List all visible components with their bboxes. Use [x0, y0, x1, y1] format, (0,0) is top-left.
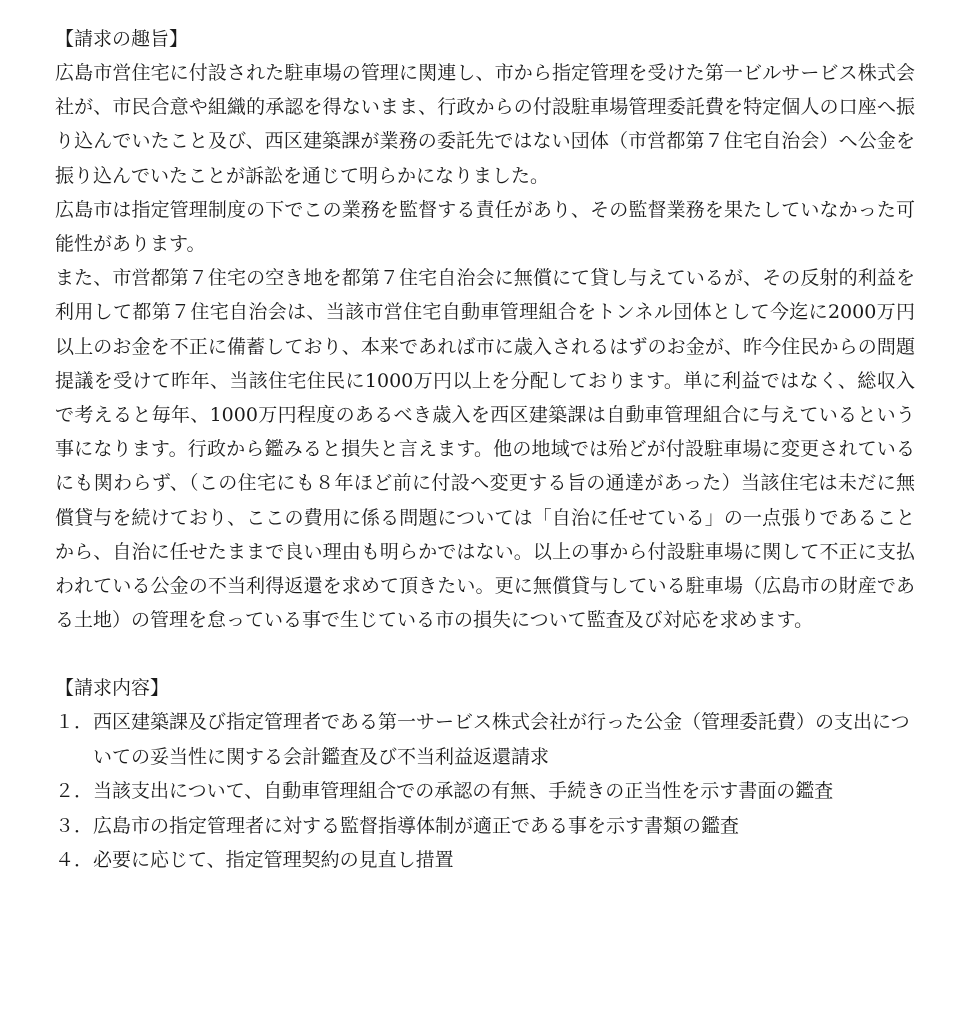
list-item-text: 広島市の指定管理者に対する監督指導体制が適正である事を示す書類の鑑査: [93, 814, 740, 837]
purpose-heading: 【請求の趣旨】: [55, 28, 189, 50]
section-spacer: [55, 637, 915, 671]
list-item-number: ３．: [55, 814, 94, 837]
list-item: [55, 774, 915, 809]
purpose-paragraph-3: また、市営都第７住宅の空き地を都第７住宅自治会に無償にて貸し与えているが、その反射的利益を利用して都第７住宅自治会は、当該市営住宅自動車管理組合をトンネル団体として今迄に2000万円以上のお金を不正に備蓄しており、本来であれば市に歳入されるはずのお金が、昨今住民からの問題提議を受けて昨年、当該住宅住民に1000万円以上を分配しております。単に利益ではなく、総収入で考えると毎年、1000万円程度のあるべき歳入を西区建築課は自動車管理組合に与えているという事になります。行政から鑑みると損失と言えます。他の地域では殆どが付設駐車場に変更されているにも関わらず、（この住宅にも８年ほど前に付設へ変更する旨の通達があった）当該住宅は未だに無償貸与を続けており、ここの費用に係る問題については「自治に任せている」の一点張りであることから、自治に任せたままで良い理由も明らかではない。以上の事から付設駐車場に関して不正に支払われている公金の不当利得返還を求めて頂きたい。更に無償貸与している駐車場（広島市の財産である土地）の管理を怠っている事で生じている市の損失について監査及び対応を求めます。: [55, 267, 915, 632]
document-page: [55, 22, 915, 878]
list-item-number: ４．: [55, 849, 94, 872]
list-item: [55, 705, 915, 774]
purpose-paragraph-1: 広島市営住宅に付設された駐車場の管理に関連し、市から指定管理を受けた第一ビルサービス株式会社が、市民合意や組織的承認を得ないまま、行政からの付設駐車場管理委託費を特定個人の口座へ振り込んでいたこと及び、西区建築課が業務の委託先ではない団体（市営都第７住宅自治会）へ公金を振り込んでいたことが訴訟を通じて明らかになりました。: [55, 62, 915, 187]
list-item-text: 西区建築課及び指定管理者である第一サービス株式会社が行った公金（管理委託費）の支出についての妥当性に関する会計鑑査及び不当利益返還請求: [93, 711, 910, 768]
content-heading: 【請求内容】: [55, 677, 170, 700]
list-item-number: ２．: [55, 780, 94, 803]
list-item-text: 当該支出について、自動車管理組合での承認の有無、手続きの正当性を示す書面の鑑査: [93, 780, 834, 803]
list-item: [55, 809, 915, 844]
list-item: [55, 843, 915, 878]
list-item-text: 必要に応じて、指定管理契約の見直し措置: [93, 849, 454, 872]
list-item-number: １．: [55, 711, 94, 734]
purpose-paragraph-2: 広島市は指定管理制度の下でこの業務を監督する責任があり、その監督業務を果たしていなかった可能性があります。: [55, 198, 915, 256]
request-content-list: [55, 705, 915, 878]
